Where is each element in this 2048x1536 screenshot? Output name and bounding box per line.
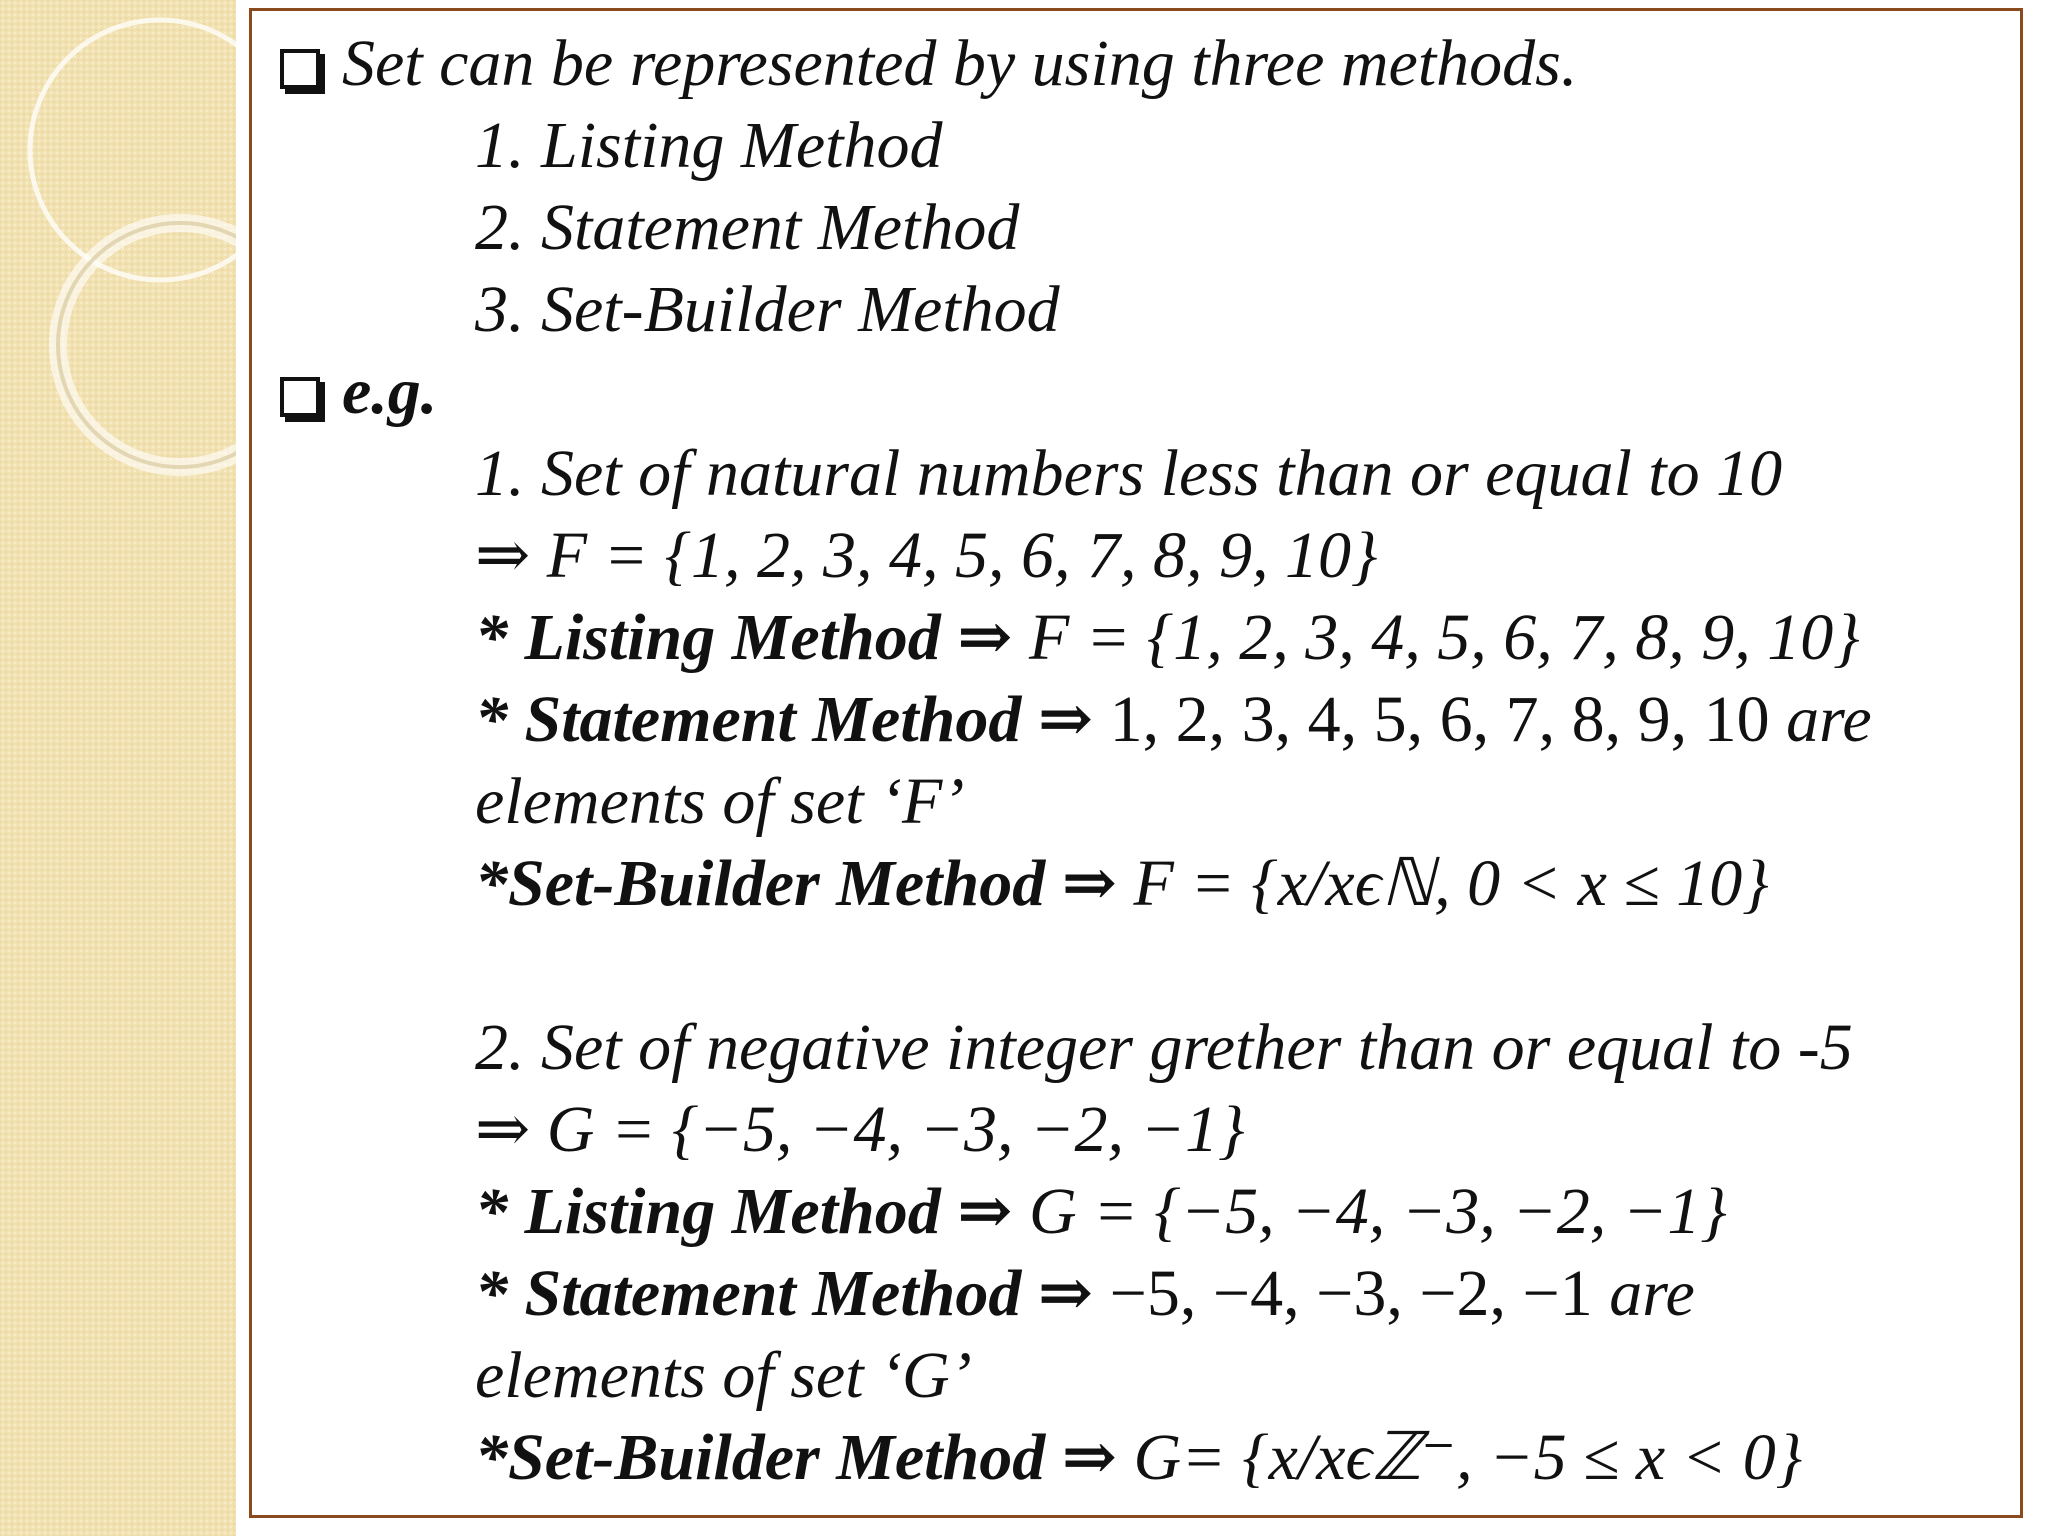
example1-listing-line [475,598,1860,678]
example1-statement-line [475,680,1872,760]
listing-method-label: * Listing Method ⇒ [475,601,1013,674]
eg-label: e.g. [342,355,438,428]
statement-method-suffix: are [1786,683,1872,756]
decorative-side-band [0,0,236,1536]
example2-builder-line [475,1418,1802,1498]
method-item-set-builder: 3. Set-Builder Method [475,273,1060,346]
statement-method-value: 1, 2, 3, 4, 5, 6, 7, 8, 9, 10 [1109,683,1770,756]
listing-method-label: * Listing Method ⇒ [475,1175,1013,1248]
intro-text: Set can be represented by using three methods. [342,27,1578,100]
example1-title: 1. Set of natural numbers less than or equal to 10 [475,437,1783,510]
example1-statement-continuation: elements of set ‘F’ [475,765,965,838]
statement-method-label: * Statement Method ⇒ [475,683,1094,756]
divider [236,0,246,1536]
set-builder-method-value: F = {x/xϵℕ, 0 < x ≤ 10} [1133,847,1769,920]
example2-statement-continuation: elements of set ‘G’ [475,1339,972,1412]
example1-builder-line [475,844,1769,924]
statement-method-label: * Statement Method ⇒ [475,1257,1094,1330]
intro-bullet-line [276,24,1577,104]
checkbox-bullet-icon [280,49,320,89]
method-item-statement: 2. Statement Method [475,191,1020,264]
example2-statement-line [475,1254,1695,1334]
method-item-listing: 1. Listing Method [475,109,943,182]
example2-listing-line [475,1172,1727,1252]
set-builder-method-value: G= {x/xϵℤ⁻, −5 ≤ x < 0} [1133,1421,1803,1494]
set-builder-method-label: *Set-Builder Method ⇒ [475,1421,1118,1494]
example1-arrow-line: ⇒ F = {1, 2, 3, 4, 5, 6, 7, 8, 9, 10} [475,519,1378,592]
listing-method-value: G = {−5, −4, −3, −2, −1} [1029,1175,1727,1248]
example2-arrow-line: ⇒ G = {−5, −4, −3, −2, −1} [475,1093,1245,1166]
listing-method-value: F = {1, 2, 3, 4, 5, 6, 7, 8, 9, 10} [1029,601,1860,674]
decorative-rings [0,0,236,1536]
example2-title: 2. Set of negative integer grether than or equal to -5 [475,1011,1853,1084]
set-builder-method-label: *Set-Builder Method ⇒ [475,847,1118,920]
checkbox-bullet-icon [280,377,320,417]
eg-bullet-line [276,352,437,432]
statement-method-value: −5, −4, −3, −2, −1 [1109,1257,1593,1330]
statement-method-suffix: are [1609,1257,1695,1330]
